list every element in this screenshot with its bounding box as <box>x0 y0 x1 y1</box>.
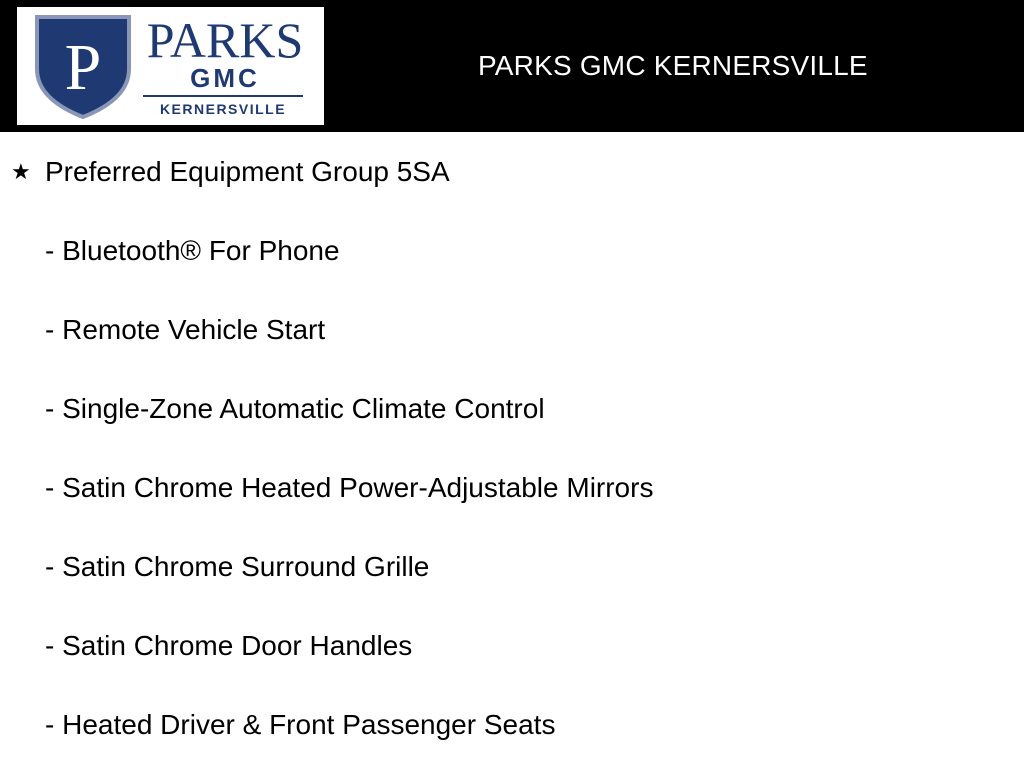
star-icon: ★ <box>11 159 31 184</box>
feature-item: - Remote Vehicle Start <box>45 314 326 345</box>
logo-wordmark: PARKS <box>146 12 304 68</box>
feature-item: - Satin Chrome Heated Power-Adjustable Mirrors <box>45 472 654 503</box>
feature-item: - Satin Chrome Door Handles <box>45 630 413 661</box>
logo-location: KERNERSVILLE <box>159 101 287 117</box>
dealer-logo <box>17 7 324 125</box>
equipment-group-heading <box>0 154 1000 190</box>
shield-letter: P <box>64 31 102 104</box>
equipment-list <box>0 132 1024 768</box>
header-bar <box>0 0 1024 132</box>
feature-item: - Single-Zone Automatic Climate Control <box>45 393 545 424</box>
feature-item: - Bluetooth® For Phone <box>45 235 340 266</box>
equipment-group-label: Preferred Equipment Group 5SA <box>45 156 450 187</box>
feature-item: - Satin Chrome Surround Grille <box>45 551 430 582</box>
logo-brand: GMC <box>190 63 260 93</box>
logo-graphic <box>17 7 324 125</box>
feature-item: - Heated Driver & Front Passenger Seats <box>45 709 556 740</box>
dealer-title: PARKS GMC KERNERSVILLE <box>478 50 868 81</box>
